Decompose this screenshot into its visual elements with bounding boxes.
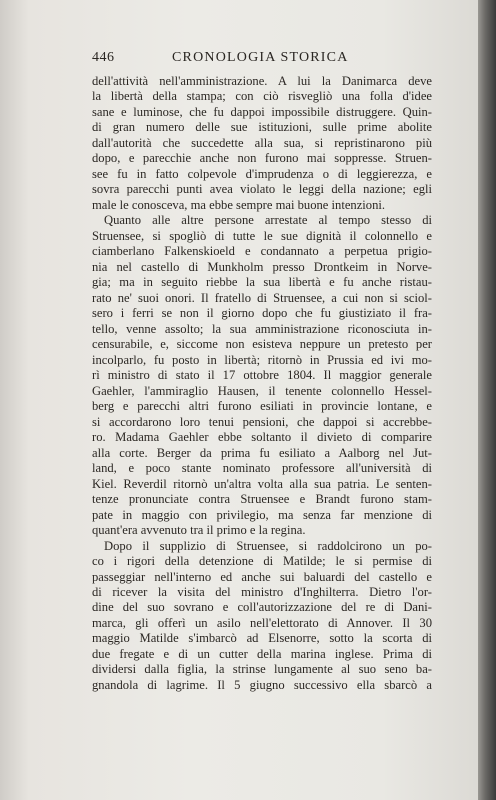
text-line: dividersi dalla figlia, la strinse lungamente al suo seno ba-	[92, 662, 432, 677]
text-line: berg e parecchi altri furono esiliati in provincie lontane, e	[92, 399, 432, 414]
text-line: si accordarono loro tenui pensioni, che dappoi si accrebbe-	[92, 414, 432, 429]
text-line: dell'attività nell'amministrazione. A lui la Danimarca deve	[92, 74, 432, 88]
text-line: sane e luminose, che fu dappoi impossibile distruggere. Quin-	[92, 104, 432, 119]
text-line: gnandola di lagrime. Il 5 giugno successivo ella sbarcò a	[92, 677, 432, 692]
running-head: CRONOLOGIA STORICA	[172, 50, 349, 65]
text-line: ro. Madama Gaehler ebbe soltanto il divieto di comparire	[92, 430, 432, 445]
text-line: nia nel castello di Munkholm presso Drontkeim in Norve-	[92, 259, 432, 274]
text-line: due fregate e di un cutter della marina inglese. Prima di	[92, 646, 432, 661]
text-line: marca, gli offerì un asilo nell'elettorato di Annover. Il 30	[92, 615, 432, 630]
text-line: pate in maggio con privilegio, ma senza far menzione di	[92, 507, 432, 522]
text-line: rì ministro di stato il 17 ottobre 1804. Il maggior generale	[92, 368, 432, 383]
text-line: dine del suo sovrano e coll'autorizzazione del re di Dani-	[92, 600, 432, 615]
text-line: Struensee, si spogliò di tutte le sue dignità il colonnello e	[92, 228, 432, 243]
text-line: land, e poco stante nominato professore all'università di	[92, 461, 432, 476]
text-line: la libertà della stampa; con ciò risvegliò una folla d'idee	[92, 89, 432, 104]
text-line: Kiel. Reverdil ritornò un'altra volta alla sua patria. Le senten-	[92, 476, 432, 491]
page-edge-shadow	[478, 0, 496, 800]
text-line: quant'era avvenuto tra il primo e la regina.	[92, 523, 306, 538]
text-line: incolparlo, fu posto in libertà; ritornò in Prussia ed ivi mo-	[92, 352, 432, 367]
text-line: maggio Matilde s'imbarcò ad Elsenorre, sotto la scorta di	[92, 631, 432, 646]
text-line: co i rigori della detenzione di Matilde; le si permise di	[92, 554, 432, 569]
text-line: gia; ma in seguito riebbe la sua libertà e fu anche ristau-	[92, 275, 432, 290]
text-line: alla corte. Berger da prima fu esiliato a Aalborg nel Jut-	[92, 445, 432, 460]
text-line: sero i ferri se non il giorno dopo che fu giustiziato il fra-	[92, 306, 432, 321]
page-number: 446	[92, 50, 115, 65]
text-line: dall'autorità che succedette alla sua, si repristinarono più	[92, 135, 432, 150]
text-line: di ricever la visita del ministro d'Inghilterra. Dietro l'or-	[92, 584, 432, 599]
page-header	[92, 50, 432, 70]
text-line: rato ne' suoi onori. Il fratello di Struensee, a cui non si sciol-	[92, 290, 432, 305]
text-line: ciamberlano Falkenskioeld e condannato a perpetua prigio-	[92, 244, 432, 259]
text-line: male le conosceva, ma ebbe sempre mai buone intenzioni.	[92, 197, 386, 212]
body-text	[92, 74, 432, 693]
text-line: passeggiar nell'interno ed anche sui baluardi del castello e	[92, 569, 432, 584]
text-line: di gran numero delle sue istituzioni, sulle prime abolite	[92, 120, 432, 135]
paragraph-start-line: Dopo il supplizio di Struensee, si raddolcirono un po-	[104, 538, 432, 553]
text-line: censurabile, e, siccome non esisteva neppure un pretesto per	[92, 337, 432, 352]
text-line: tello, venne assolto; la sua amministrazione riconosciuta in-	[92, 321, 432, 336]
paragraph-start-line: Quanto alle altre persone arrestate al tempo stesso di	[104, 213, 432, 228]
text-line: dopo, e parecchie anche non furono mai soppresse. Struen-	[92, 151, 432, 166]
text-line: Gaehler, l'ammiraglio Hausen, il tenente colonnello Hessel-	[92, 383, 432, 398]
text-line: tenze pronunciate contra Struensee e Brandt furono stam-	[92, 492, 432, 507]
text-line: sovra parecchi punti avea violato le leggi della nazione; egli	[92, 182, 432, 197]
text-line: see fu in fatto colpevole d'imprudenza o di leggierezza, e	[92, 166, 432, 181]
